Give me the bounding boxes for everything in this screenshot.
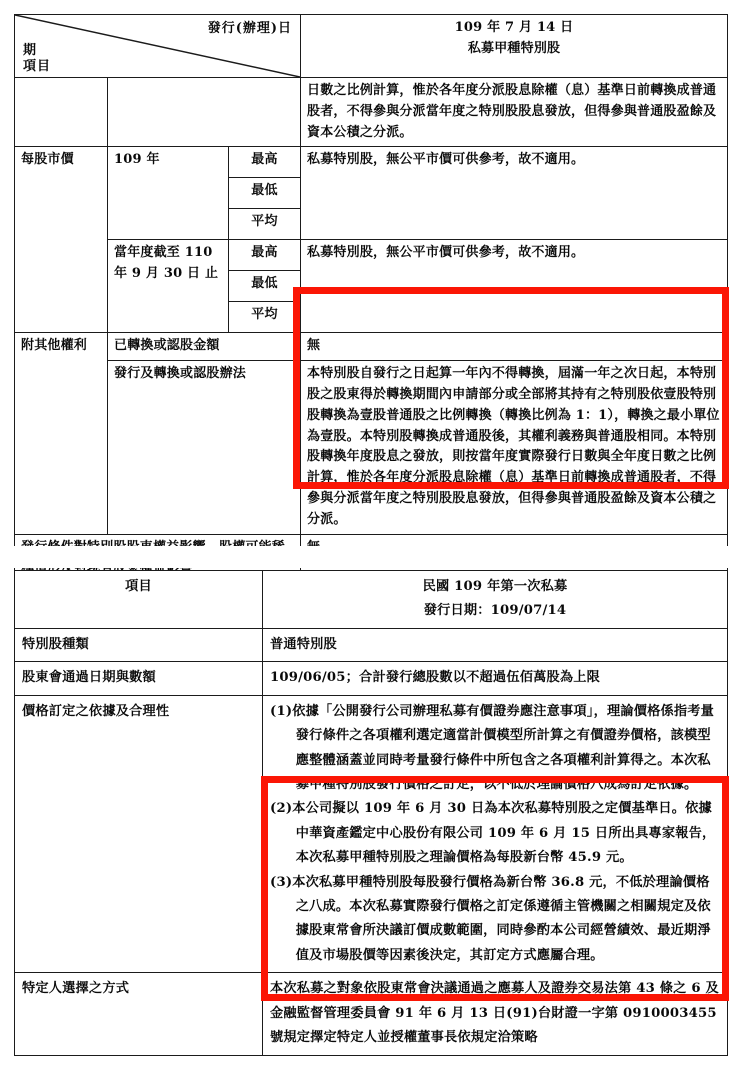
row-label-empty-1 — [15, 78, 108, 147]
market-price-period-109: 109 年 — [108, 147, 229, 240]
placement-name: 民國 109 年第一次私募 — [422, 579, 568, 594]
specific-person-value: 本次私募之對象依股東常會決議通過之應募人及證券交易法第 43 條之 6 及金融監督管理委員會 91 年 6 月 13 日(91)台財證一字第 0910003455 號規定擇定特定人並授權董事長依規定洽策略 — [263, 973, 728, 1055]
metric-low-110: 最低 — [229, 271, 301, 302]
row-sublabel-empty-1 — [108, 78, 301, 147]
market-price-109-value: 私募特別股，無公平市價可供參考，故不適用。 — [301, 147, 728, 240]
meeting-date-label: 股東會通過日期與數額 — [15, 662, 263, 695]
issue-column-header — [301, 15, 728, 78]
placement-details-table — [14, 570, 728, 1056]
item-axis-label — [23, 43, 51, 76]
pricing-basis-label: 價格訂定之依據及合理性 — [15, 695, 263, 973]
table2-row-specific-person — [15, 973, 728, 1055]
issue-date-value: 109 年 7 月 14 日 — [454, 20, 574, 35]
other-rights-label: 附其他權利 — [15, 333, 108, 534]
dividend-continued-text: 日數之比例計算，惟於各年度分派股息除權（息）基準日前轉換成普通股者，不得參與分派當年度之特別股股息發放，但得參與普通股盈餘及資本公積之分派。 — [301, 78, 728, 147]
pricing-basis-paragraph-1: (1)依據「公開發行公司辦理私募有價證券應注意事項」，理論價格係指考量發行條件之各項權利選定適當計價模型所計算之有價證券價格，該模型應整體涵蓋並同時考量發行條件中所包含之各項權利計算得之。本次私募甲種特別股發行價格之訂定，以不低於理論價格八成為訂定依據。 — [270, 703, 715, 792]
table2-placement-header — [263, 571, 728, 629]
pricing-basis-paragraph-2: (2)本公司擬以 109 年 6 月 30 日為本次私募特別股之定價基準日。依據中華資產鑑定中心股份有限公司 109 年 6 月 15 日所出具專家報告，本次私募甲種特別股之理論價格為每股新台幣 45.9 元。 — [270, 801, 716, 866]
metric-avg-110: 平均 — [229, 302, 301, 333]
item-axis-label-line1: 期 — [23, 42, 38, 58]
metric-high-109: 最高 — [229, 147, 301, 178]
meeting-date-value: 109/06/05；合計發行總股數以不超過伍佰萬股為上限 — [263, 662, 728, 695]
diagonal-header-cell — [15, 15, 301, 78]
specific-person-label: 特定人選擇之方式 — [15, 973, 263, 1055]
market-price-110-value: 私募特別股，無公平市價可供參考，故不適用。 — [301, 240, 728, 333]
metric-low-109: 最低 — [229, 178, 301, 209]
share-type-label: 特別股種類 — [15, 628, 263, 661]
table1-row-market-price-110-high — [15, 240, 728, 271]
table1-row-market-price-109-high — [15, 147, 728, 178]
preferred-share-name: 私募甲種特別股 — [467, 40, 561, 56]
item-axis-label-line2: 項目 — [23, 58, 52, 74]
converted-amount-value: 無 — [301, 333, 728, 361]
issue-date-axis-label: 發行(辦理)日 — [207, 21, 293, 36]
table1-row-dividend-continued — [15, 78, 728, 147]
pricing-basis-paragraph-3: (3)本次私募甲種特別股每股發行價格為新台幣 36.8 元，不低於理論價格之八成。本次私募實際發行價格之訂定係遵循主管機關之相關規定及依據股東常會所決議訂價成數範圍，同時參酌本公司經營績效、最近期淨值及市場股價等因素後決定，其訂定方式應屬合理。 — [270, 874, 711, 963]
table1-row-conversion-method — [15, 361, 728, 534]
table2-row-share-type — [15, 628, 728, 661]
converted-amount-label: 已轉換或認股金額 — [108, 333, 301, 361]
table2-header-row — [15, 571, 728, 629]
conversion-method-label: 發行及轉換或認股辦法 — [108, 361, 301, 534]
market-price-period-110: 當年度截至 110 年 9 月 30 日 止 — [108, 240, 229, 333]
table2-item-header: 項目 — [15, 571, 263, 629]
market-price-label: 每股市價 — [15, 147, 108, 333]
metric-high-110: 最高 — [229, 240, 301, 271]
conversion-method-value: 本特別股自發行之日起算一年內不得轉換，屆滿一年之次日起，本特別股之股東得於轉換期間內申請部分或全部將其持有之特別股依壹股特別股轉換為壹股普通股之比例轉換（轉換比例為 1：1），轉換之最小單位為壹股。本特別股轉換成普通股後，其權利義務與普通股相同。本特別股轉換年度股息之發放，則按當年度實際發行日數與全年度日數之比例計算，惟於各年度分派股息除權（息）基準日前轉換成普通股者，不得參與分派當年度之特別股股息發放，但得參與普通股盈餘及資本公積之分派。 — [301, 361, 728, 534]
share-type-value: 普通特別股 — [263, 628, 728, 661]
table2-row-pricing-basis — [15, 695, 728, 973]
private-placement-conditions-table — [14, 14, 728, 583]
metric-avg-109: 平均 — [229, 209, 301, 240]
pricing-basis-value — [263, 695, 728, 973]
table1-row-converted-amount — [15, 333, 728, 361]
table1-header-row — [15, 15, 728, 78]
table2-row-meeting-date — [15, 662, 728, 695]
page-gap-band — [0, 546, 740, 568]
placement-issue-date: 發行日期：109/07/14 — [423, 603, 567, 619]
